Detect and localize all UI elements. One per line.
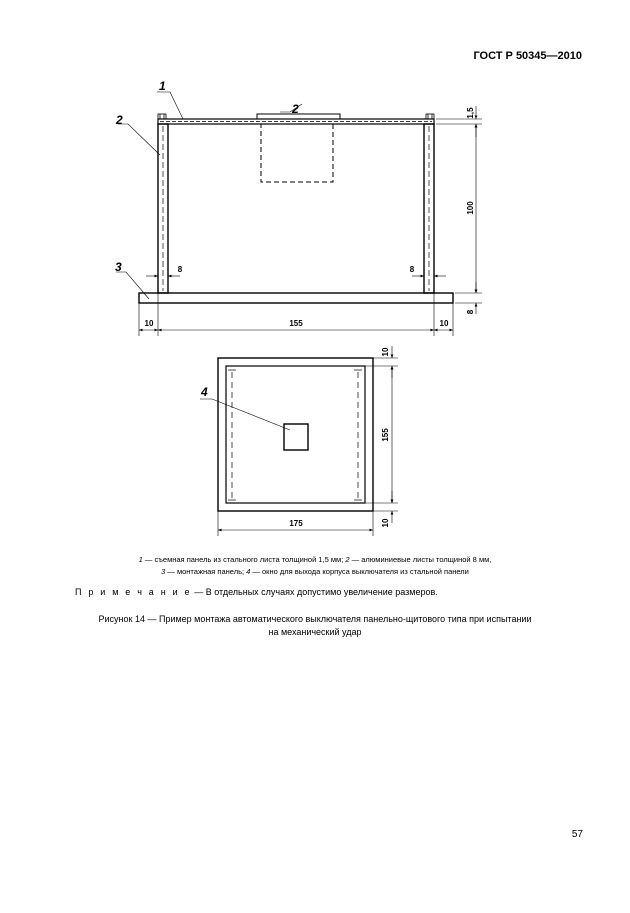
dim-height: 100	[466, 201, 475, 215]
breaker-window	[284, 424, 308, 450]
breaker-body	[261, 124, 333, 182]
legend-num-3: 3	[161, 567, 166, 576]
legend-text-2: — алюминиевые листы толщиной 8 мм,	[349, 555, 492, 564]
dim-plan-top-margin: 10	[381, 347, 390, 357]
legend-num-4: 4	[246, 567, 251, 576]
figure-caption	[64, 613, 566, 639]
legend-text-3: — монтажная панель;	[165, 567, 247, 576]
side-view	[139, 114, 453, 303]
caption-line-1: Рисунок 14 — Пример монтажа автоматического выключателя панельно-щитового типа при испытании	[98, 614, 532, 624]
position-label-2-top: 2	[292, 102, 299, 116]
position-label-3: 3	[115, 260, 122, 274]
mounting-panel	[139, 293, 453, 303]
legend-num-2: 2	[345, 555, 350, 564]
note-text: — В отдельных случаях допустимо увеличение размеров.	[191, 587, 438, 597]
position-label-2: 2	[116, 113, 123, 127]
caption-line-2: на механический удар	[268, 627, 362, 637]
legend-line-1	[60, 554, 570, 566]
dim-plan-bottom-margin: 10	[381, 518, 390, 528]
bolt-left	[158, 114, 166, 119]
dim-span: 155	[289, 319, 303, 328]
note-label: П р и м е ч а н и е	[75, 587, 192, 597]
steel-panel-plan	[226, 366, 365, 503]
dim-top-panel: 1,5	[466, 107, 475, 119]
position-label-1: 1	[159, 79, 166, 93]
bolt-right	[426, 114, 434, 119]
page-number: 57	[571, 829, 583, 840]
legend-text-1: — съемная панель из стального листа толщиной 1,5 мм;	[142, 555, 346, 564]
dim-plan-height: 155	[381, 428, 390, 442]
dim-right-overhang: 10	[439, 319, 449, 328]
dim-left-wall: 8	[177, 265, 183, 274]
legend-num-1: 1	[138, 555, 143, 564]
dim-base: 8	[466, 309, 475, 315]
plan-view	[200, 358, 373, 511]
legend-text-4: — окно для выхода корпуса выключателя из стальной панели	[250, 567, 469, 576]
note	[75, 587, 438, 597]
legend-line-2	[60, 566, 570, 578]
mounting-panel-plan	[218, 358, 373, 511]
dim-plan-width: 175	[289, 519, 303, 528]
document-header: ГОСТ Р 50345—2010	[473, 50, 582, 62]
side-view-dimensions	[116, 92, 482, 336]
dim-right-wall: 8	[409, 265, 415, 274]
dim-left-overhang: 10	[144, 319, 154, 328]
position-label-4: 4	[201, 385, 208, 399]
